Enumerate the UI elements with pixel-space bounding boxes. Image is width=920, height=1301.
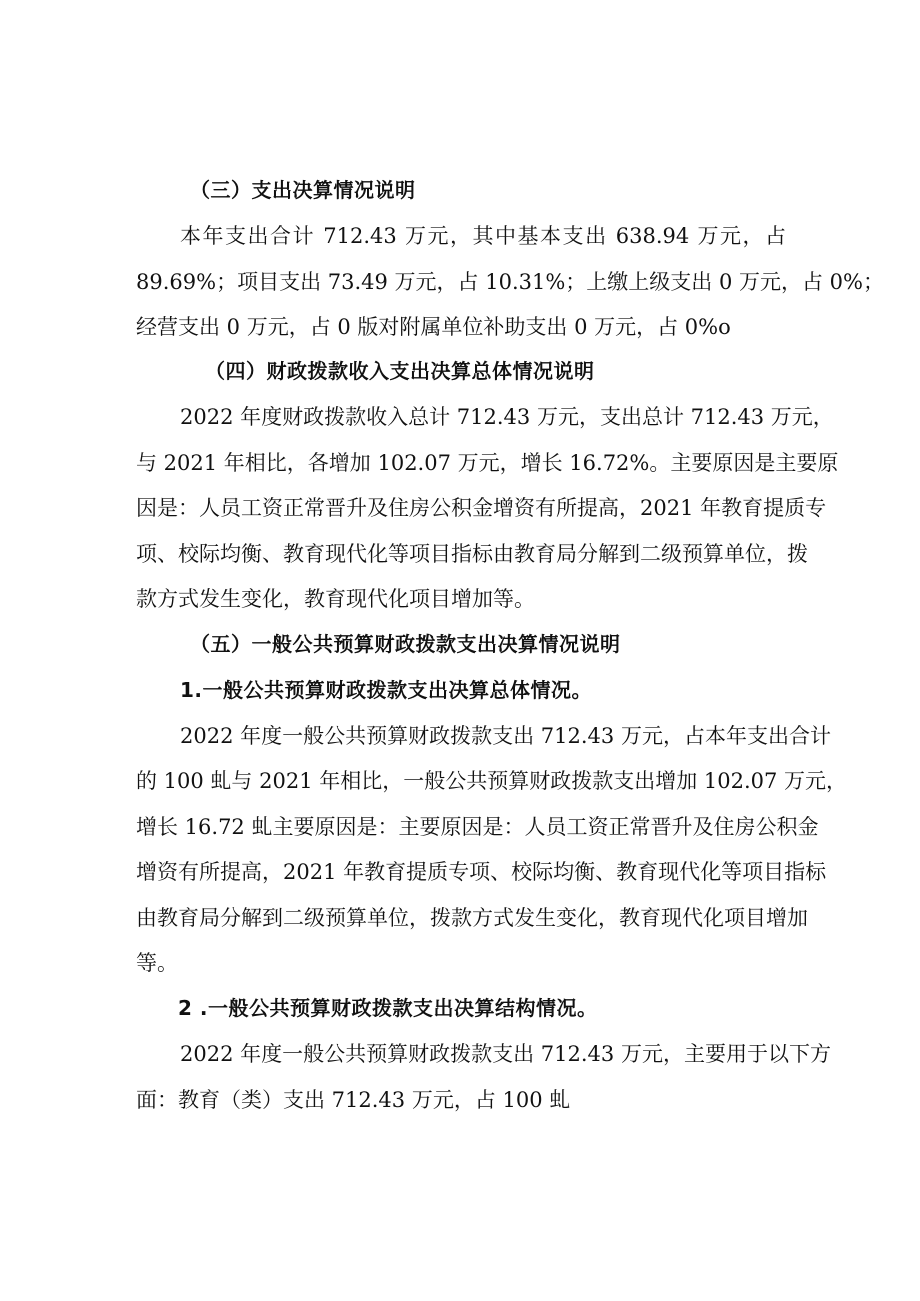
subsection-heading-overall: 1.一般公共预算财政拨款支出决算总体情况。	[180, 678, 593, 702]
paragraph-line: 2022 年度一般公共预算财政拨款支出 712.43 万元，占本年支出合计	[180, 724, 831, 748]
section-heading-general-budget: （五）一般公共预算财政拨款支出决算情况说明	[190, 632, 621, 656]
paragraph-line: 增资有所提高，2021 年教育提质专项、校际均衡、教育现代化等项目指标	[136, 860, 827, 884]
paragraph-line: 本年支出合计 712.43 万元，其中基本支出 638.94 万元，占	[180, 224, 786, 248]
section-heading-fiscal-overview: （四）财政拨款收入支出决算总体情况说明	[205, 359, 595, 383]
paragraph-line: 89.69%；项目支出 73.49 万元，占 10.31%；上缴上级支出 0 万元，占 0%；	[136, 270, 884, 294]
section-heading-expenditure: （三）支出决算情况说明	[190, 178, 416, 202]
paragraph-line: 与 2021 年相比，各增加 102.07 万元，增长 16.72%。主要原因是主要原	[136, 451, 839, 475]
paragraph-line: 经营支出 0 万元，占 0 版对附属单位补助支出 0 万元，占 0%o	[136, 315, 731, 339]
paragraph-line: 由教育局分解到二级预算单位，拨款方式发生变化，教育现代化项目增加	[136, 906, 808, 930]
paragraph-line: 的 100 虬与 2021 年相比，一般公共预算财政拨款支出增加 102.07 万元，	[136, 769, 848, 793]
paragraph-line: 2022 年度一般公共预算财政拨款支出 712.43 万元，主要用于以下方	[180, 1042, 831, 1066]
paragraph-line: 因是：人员工资正常晋升及住房公积金增资有所提高，2021 年教育提质专	[136, 496, 827, 520]
paragraph-line: 增长 16.72 虬主要原因是：主要原因是：人员工资正常晋升及住房公积金	[136, 815, 819, 839]
paragraph-line: 款方式发生变化，教育现代化项目增加等。	[136, 587, 535, 611]
paragraph-line: 2022 年度财政拨款收入总计 712.43 万元，支出总计 712.43 万元，	[180, 405, 834, 429]
subsection-heading-structure: 2 .一般公共预算财政拨款支出决算结构情况。	[178, 996, 598, 1020]
paragraph-line: 项、校际均衡、教育现代化等项目指标由教育局分解到二级预算单位，拨	[136, 542, 808, 566]
paragraph-line: 面：教育（类）支出 712.43 万元，占 100 虬	[136, 1088, 571, 1112]
paragraph-line: 等。	[136, 951, 178, 975]
